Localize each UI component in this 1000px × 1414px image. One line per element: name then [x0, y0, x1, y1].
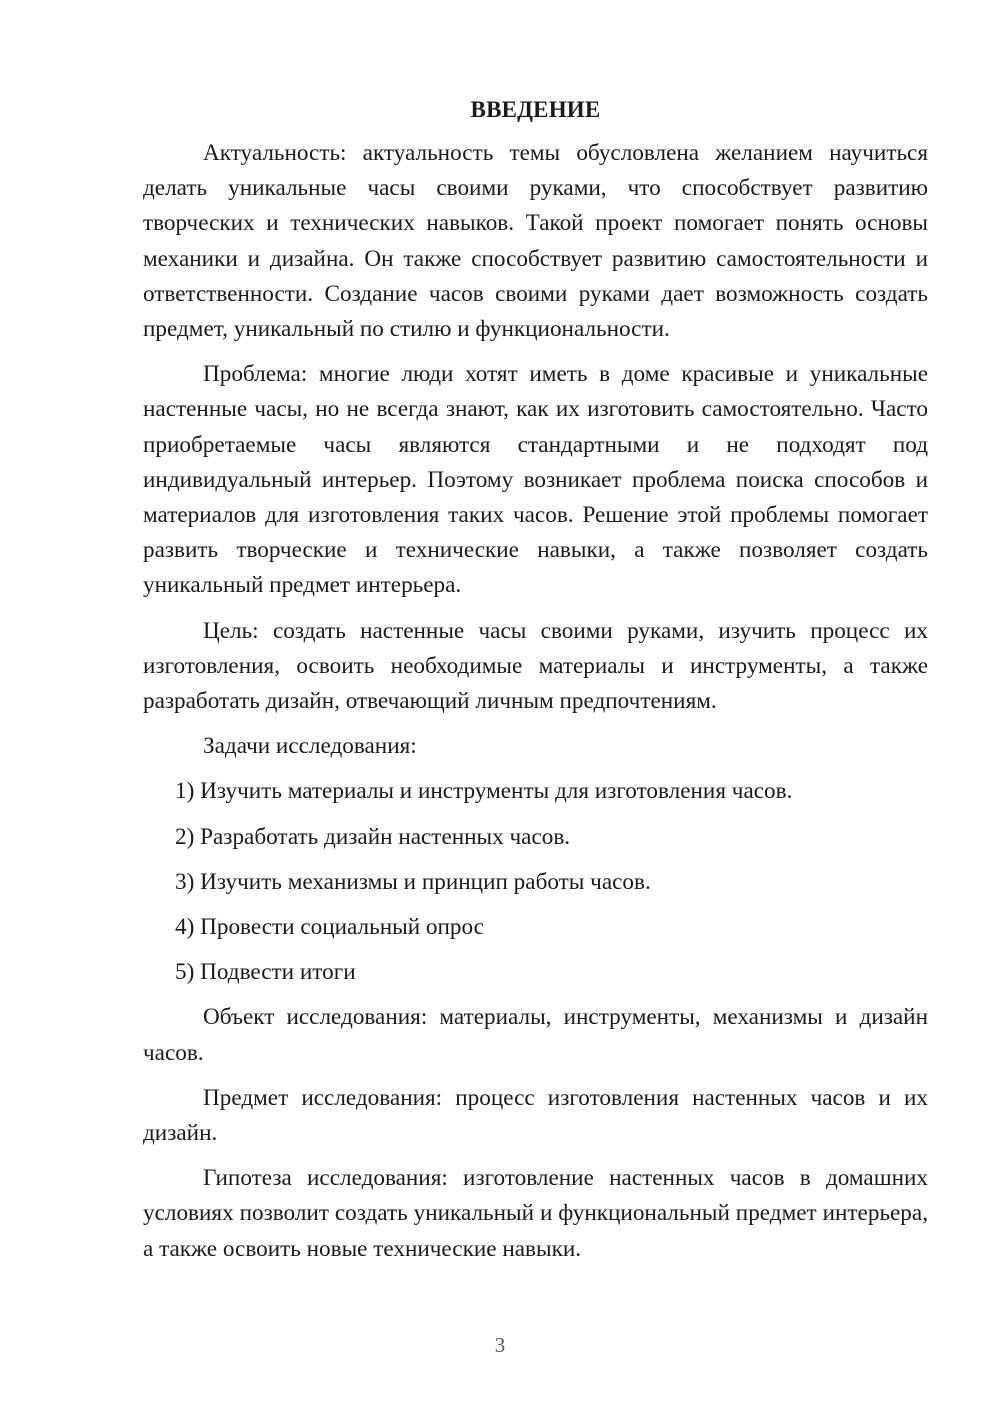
- goal-paragraph: Цель: создать настенные часы своими руками, изучить процесс их изготовления, освоить необходимые материалы и инструменты, а также разработать дизайн, отвечающий личным предпочтениям.: [143, 617, 928, 715]
- task-item-1: 1) Изучить материалы и инструменты для изготовления часов.: [175, 778, 793, 805]
- page-content: [143, 92, 928, 1267]
- task-item-5: 5) Подвести итоги: [175, 959, 356, 986]
- tasks-title: Задачи исследования:: [203, 733, 417, 760]
- subject-paragraph: Предмет исследования: процесс изготовления настенных часов и их дизайн.: [143, 1084, 928, 1147]
- relevance-paragraph: Актуальность: актуальность темы обусловлена желанием научиться делать уникальные часы своими руками, что способствует развитию творческих и технических навыков. Такой проект помогает понять основы механики и дизайна. Он также способствует развитию самостоятельности и ответственности. Создание часов своими руками дает возможность создать предмет, уникальный по стилю и функциональности.: [143, 140, 928, 343]
- object-paragraph: Объект исследования: материалы, инструменты, механизмы и дизайн часов.: [143, 1004, 928, 1066]
- task-item-4: 4) Провести социальный опрос: [175, 914, 484, 941]
- section-heading: ВВЕДЕНИЕ: [470, 97, 601, 122]
- hypothesis-paragraph: Гипотеза исследования: изготовление настенных часов в домашних условиях позволит создать уникальный и функциональный предмет интерьера, а также освоить новые технические навыки.: [143, 1165, 928, 1262]
- page-number: 3: [494, 1333, 506, 1357]
- task-item-2: 2) Разработать дизайн настенных часов.: [175, 823, 571, 850]
- problem-paragraph: Проблема: многие люди хотят иметь в доме красивые и уникальные настенные часы, но не всегда знают, как их изготовить самостоятельно. Часто приобретаемые часы являются стандартными и не подходят под индивидуальный интерьер. Поэтому возникает проблема поиска способов и материалов для изготовления таких часов. Решение этой проблемы помогает развить творческие и технические навыки, а также позволяет создать уникальный предмет интерьера.: [143, 361, 928, 599]
- task-item-3: 3) Изучить механизмы и принцип работы часов.: [175, 868, 651, 895]
